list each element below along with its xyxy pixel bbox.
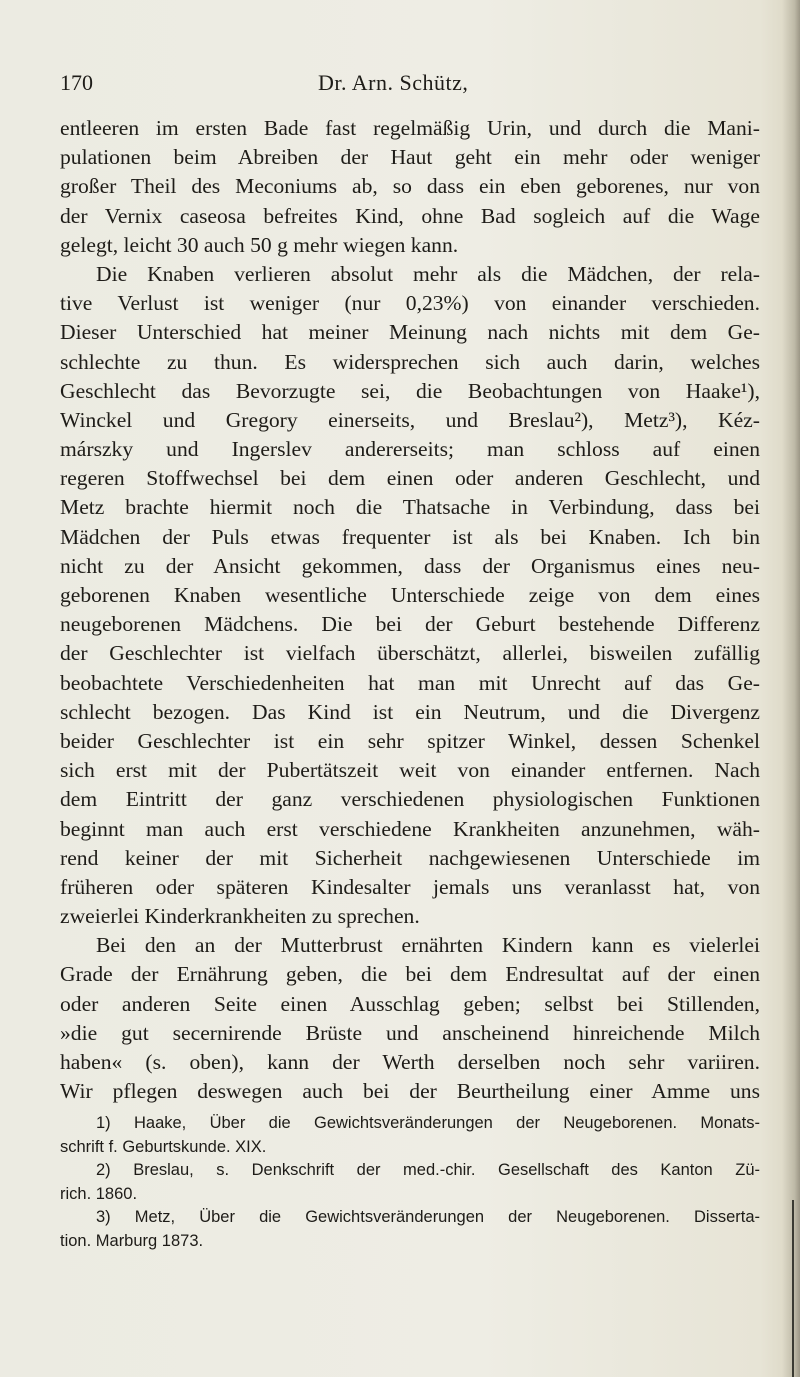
- footnote-line: schrift f. Geburtskunde. XIX.: [60, 1137, 267, 1156]
- text-line: regeren Stoffwechsel bei dem einen oder anderen Geschlecht, und: [60, 466, 760, 491]
- text-line: nicht zu der Ansicht gekommen, dass der Organismus eines neu-: [60, 553, 760, 578]
- text-line: Mädchen der Puls etwas frequenter ist als bei Knaben. Ich bin: [60, 524, 760, 549]
- text-line: der Vernix caseosa befreites Kind, ohne Bad sogleich auf die Wage: [60, 203, 760, 228]
- text-line: der Geschlechter ist vielfach überschätzt, allerlei, bisweilen zufällig: [60, 641, 760, 666]
- text-line: tive Verlust ist weniger (nur 0,23%) von einander verschieden.: [60, 291, 760, 316]
- text-line: Metz brachte hiermit noch die Thatsache in Verbindung, dass bei: [60, 495, 760, 520]
- body-text: [60, 114, 760, 1106]
- text-line: Wir pflegen deswegen auch bei der Beurtheilung einer Amme uns: [60, 1079, 760, 1104]
- footnote-line: 3) Metz, Über die Gewichtsveränderungen der Neugeborenen. Disserta-: [96, 1208, 760, 1226]
- running-head: Dr. Arn. Schütz,: [318, 70, 469, 95]
- text-line: Dieser Unterschied hat meiner Meinung nach nichts mit dem Ge-: [60, 320, 760, 345]
- text-line: beginnt man auch erst verschiedene Krankheiten anzunehmen, wäh-: [60, 816, 760, 841]
- page-number: 170: [60, 70, 93, 95]
- footnotes: [60, 1112, 760, 1253]
- text-line: oder anderen Seite einen Ausschlag geben; selbst bei Stillenden,: [60, 991, 760, 1016]
- text-line: Grade der Ernährung geben, die bei dem Endresultat auf der einen: [60, 962, 760, 987]
- text-line: Die Knaben verlieren absolut mehr als die Mädchen, der rela-: [96, 261, 760, 286]
- text-line: sich erst mit der Pubertätszeit weit von einander entfernen. Nach: [60, 758, 760, 783]
- text-line: geborenen Knaben wesentliche Unterschiede zeige von dem eines: [60, 583, 760, 607]
- text-line: neugeborenen Mädchens. Die bei der Geburt bestehende Differenz: [60, 612, 760, 637]
- text-line: dem Eintritt der ganz verschiedenen physiologischen Funktionen: [60, 787, 760, 812]
- text-line: zweierlei Kinderkrankheiten zu sprechen.: [60, 904, 420, 929]
- footnote-line: 2) Breslau, s. Denkschrift der med.-chir. Gesellschaft des Kanton Zü-: [96, 1161, 760, 1179]
- text-line: »die gut secernirende Brüste und anscheinend hinreichende Milch: [60, 1020, 760, 1045]
- footnote-line: rich. 1860.: [60, 1184, 138, 1203]
- text-line: Bei den an der Mutterbrust ernährten Kindern kann es vielerlei: [96, 933, 760, 958]
- text-line: márszky und Ingerslev andererseits; man schloss auf einen: [60, 437, 760, 462]
- page-edge-line: [792, 1200, 794, 1377]
- text-line: früheren oder späteren Kindesalter jemals uns veranlasst hat, von: [60, 874, 760, 899]
- text-line: beobachtete Verschiedenheiten hat man mit Unrecht auf das Ge-: [60, 670, 760, 695]
- text-line: Winckel und Gregory einerseits, und Breslau²), Metz³), Kéz-: [60, 407, 760, 432]
- text-line: schlechte zu thun. Es widersprechen sich auch darin, welches: [60, 349, 760, 374]
- page-edge-shadow: [782, 0, 800, 1377]
- text-line: entleeren im ersten Bade fast regelmäßig Urin, und durch die Mani-: [60, 116, 760, 140]
- page-header: [60, 70, 760, 104]
- footnote-line: tion. Marburg 1873.: [60, 1231, 204, 1250]
- text-line: schlecht bezogen. Das Kind ist ein Neutrum, und die Divergenz: [60, 699, 760, 724]
- footnote-line: 1) Haake, Über die Gewichtsveränderungen der Neugeborenen. Monats-: [96, 1114, 760, 1132]
- text-line: gelegt, leicht 30 auch 50 g mehr wiegen kann.: [60, 232, 459, 257]
- text-line: pulationen beim Abreiben der Haut geht ein mehr oder weniger: [60, 145, 760, 170]
- text-line: Geschlecht das Bevorzugte sei, die Beobachtungen von Haake¹),: [60, 378, 760, 403]
- text-line: rend keiner der mit Sicherheit nachgewiesenen Unterschiede im: [60, 845, 760, 870]
- text-line: haben« (s. oben), kann der Werth derselben noch sehr variiren.: [60, 1050, 760, 1074]
- text-line: beider Geschlechter ist ein sehr spitzer Winkel, dessen Schenkel: [60, 728, 760, 753]
- text-line: großer Theil des Meconiums ab, so dass ein eben geborenes, nur von: [60, 174, 760, 199]
